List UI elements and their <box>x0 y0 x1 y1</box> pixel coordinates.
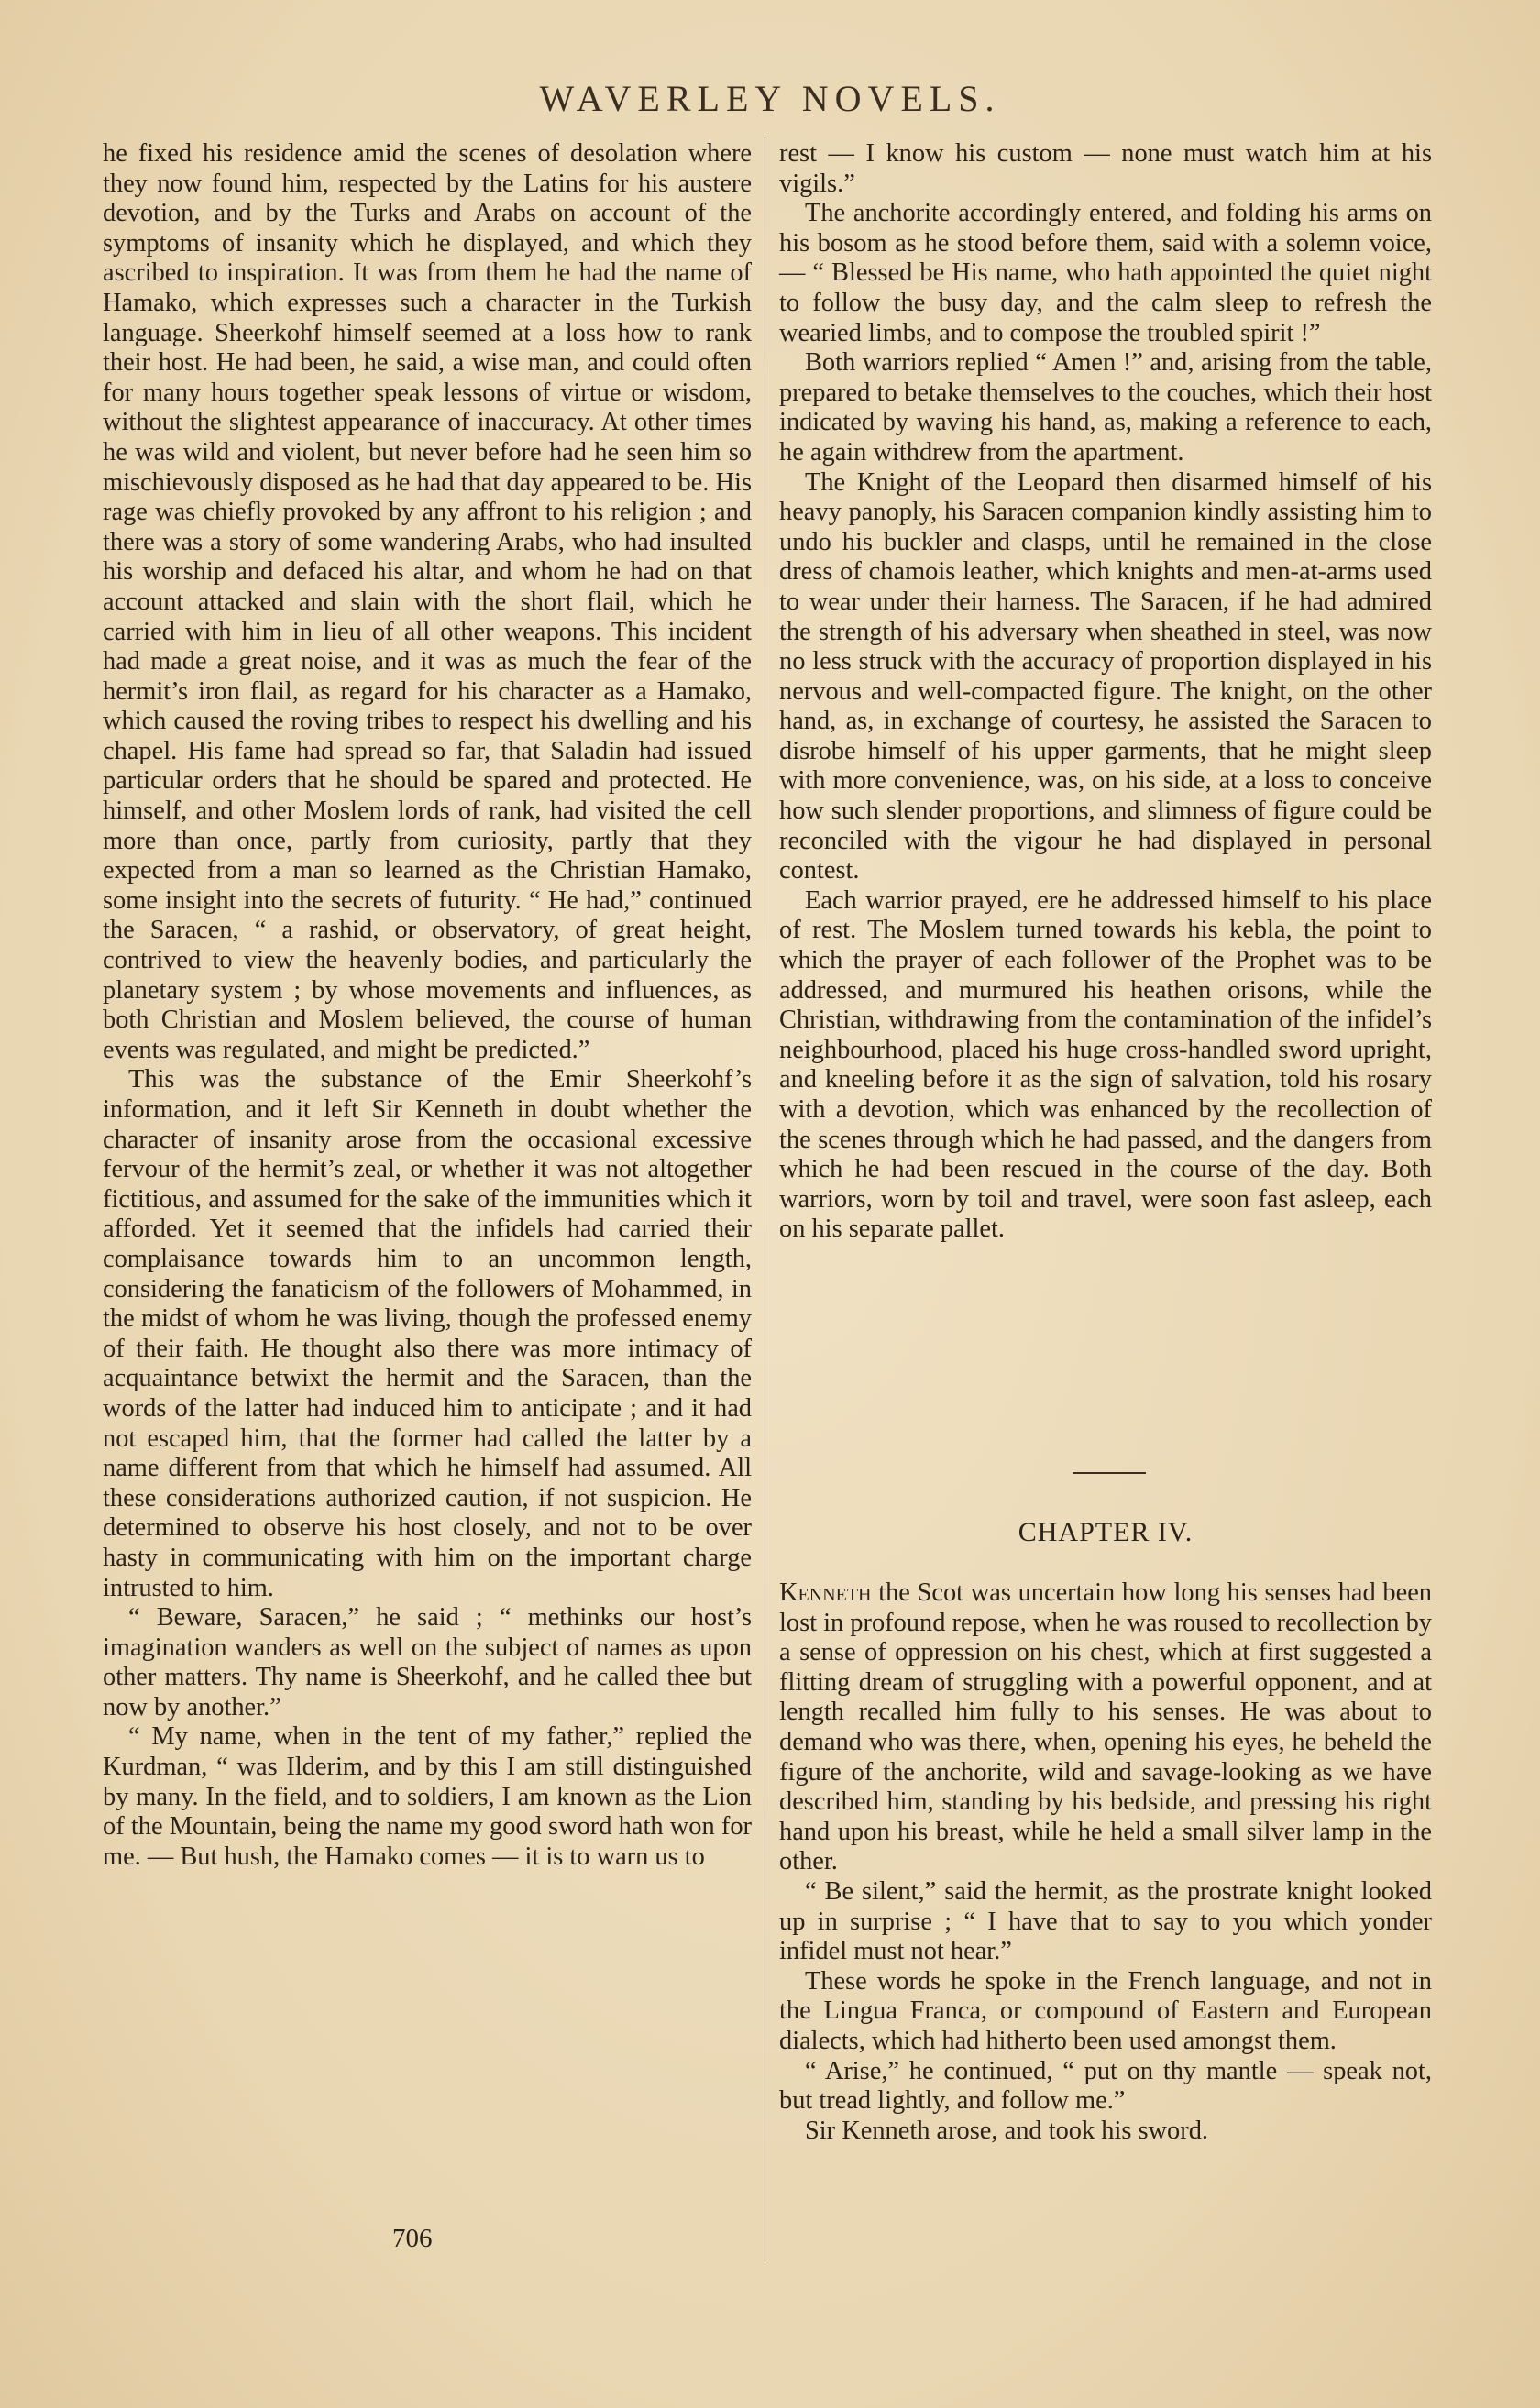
paragraph: rest — I know his custom — none must watch him at his vigils.” <box>779 139 1432 198</box>
section-separator-rule <box>1072 1472 1146 1474</box>
right-column <box>779 139 1432 1245</box>
paragraph: The anchorite accordingly entered, and folding his arms on his bosom as he stood before them, said with a solemn voice, — “ Blessed be His name, who hath appointed the quiet night to follow the busy day, and the calm sleep to refresh the wearied limbs, and to compose the troubled spirit !” <box>779 199 1432 347</box>
paragraph: This was the substance of the Emir Sheerkohf’s information, and it left Sir Kenneth in doubt whether the character of insanity arose from the occasional excessive fervour of the hermit’s zeal, or whether it was not altogether fictitious, and assumed for the sake of the immunities which it afforded. Yet it seemed that the infidels had carried their complaisance towards him to an uncommon length, considering the fanaticism of the followers of Mohammed, in the midst of whom he was living, though the professed enemy of their faith. He thought also there was more intimacy of acquaintance betwixt the hermit and the Saracen, than the words of the latter had induced him to anticipate ; and it had not escaped him, that the former had called the latter by a name different from that which he himself had assumed. All these considerations authorized caution, if not suspicion. He determined to observe his host closely, and not to be over hasty in communicating with him on the important charge intrusted to him. <box>103 1065 752 1602</box>
paragraph: “ Beware, Saracen,” he said ; “ methinks our host’s imagination wanders as well on the subject of names as upon other matters. Thy name is Sheerkohf, and he called thee but now by another.” <box>103 1603 752 1721</box>
paragraph: Sir Kenneth arose, and took his sword. <box>805 2116 1208 2145</box>
paragraph: “ My name, when in the tent of my father,” replied the Kurdman, “ was Ilderim, and by this I am still distinguished by many. In the field, and to soldiers, I am known as the Lion of the Mountain, being the name my good sword hath won for me. — But hush, the Hamako comes — it is to warn us to <box>103 1722 752 1871</box>
chapter-first-word: Kenneth <box>779 1578 872 1607</box>
paragraph: he fixed his residence amid the scenes of desolation where they now found him, respected by the Latins for his austere devotion, and by the Turks and Arabs on account of the symptoms of insanity which he displayed, and which they ascribed to inspiration. It was from them he had the name of Hamako, which expresses such a character in the Turkish language. Sheerkohf himself seemed at a loss how to rank their host. He had been, he said, a wise man, and could often for many hours together speak lessons of virtue or wisdom, without the slightest appearance of inaccuracy. At other times he was wild and violent, but never before had he seen him so mischievously disposed as he had that day appeared to be. His rage was chiefly provoked by any affront to his religion ; and there was a story of some wandering Arabs, who had insulted his worship and defaced his altar, and whom he had on that account attacked and slain with the short flail, which he carried with him in lieu of all other weapons. This incident had made a great noise, and it was as much the fear of the hermit’s iron flail, as regard for his character as a Hamako, which caused the roving tribes to respect his dwelling and his chapel. His fame had spread so far, that Saladin had issued particular orders that he should be spared and protected. He himself, and other Moslem lords of rank, had visited the cell more than once, partly from curiosity, partly that they expected from a man so learned as the Christian Hamako, some insight into the secrets of futurity. “ He had,” continued the Saracen, “ a rashid, or observatory, of great height, contrived to view the heavenly bodies, and particularly the planetary system ; by whose movements and influences, as both Christian and Moslem believed, the course of human events was regulated, and might be predicted.” <box>103 139 752 1064</box>
chapter-heading: CHAPTER IV. <box>1018 1517 1194 1547</box>
paragraph <box>779 1578 1432 1877</box>
paragraph: Both warriors replied “ Amen !” and, arising from the table, prepared to betake themselves to the couches, which their host indicated by waving his hand, as, making a reference to each, he again withdrew from the apartment. <box>779 348 1432 467</box>
left-column <box>103 139 752 1872</box>
paragraph: The Knight of the Leopard then disarmed himself of his heavy panoply, his Saracen companion kindly assisting him to undo his buckler and clasps, until he remained in the close dress of chamois leather, which knights and men-at-arms used to wear under their harness. The Saracen, if he had admired the strength of his adversary when sheathed in steel, was now no less struck with the accuracy of proportion displayed in his nervous and well-compacted figure. The knight, on the other hand, as, in exchange of courtesy, he assisted the Saracen to disrobe himself of his upper garments, that he might sleep with more convenience, was, on his side, at a loss to conceive how such slender proportions, and slimness of figure could be reconciled with the vigour he had displayed in personal contest. <box>779 467 1432 885</box>
paragraph: “ Arise,” he continued, “ put on thy mantle — speak not, but tread lightly, and follow me.” <box>779 2056 1432 2116</box>
running-head: WAVERLEY NOVELS. <box>539 78 1001 119</box>
column-divider <box>764 137 765 2260</box>
paragraph: Each warrior prayed, ere he addressed himself to his place of rest. The Moslem turned towards his kebla, the point to which the prayer of each follower of the Prophet was to be addressed, and murmured his heathen orisons, while the Christian, withdrawing from the contamination of the infidel’s neighbourhood, placed his huge cross-handled sword upright, and kneeling before it as the sign of salvation, told his rosary with a devotion, which was enhanced by the recollection of the scenes through which he had passed, and the dangers from which he had been rescued in the course of the day. Both warriors, worn by toil and travel, were soon fast asleep, each on his separate pallet. <box>779 885 1432 1244</box>
chapter-text <box>779 1578 1432 2146</box>
paragraph-text: the Scot was uncertain how long his senses had been lost in profound repose, when he was roused to recollection by a sense of oppression on his chest, which at first suggested a flitting dream of struggling with a powerful opponent, and at length recalled him fully to his senses. He was about to demand who was there, when, opening his eyes, he beheld the figure of the anchorite, wild and savage-looking as we have described him, standing by his bedside, and pressing his right hand upon his breast, while he held a small silver lamp in the other. <box>779 1578 1432 1876</box>
paragraph: “ Be silent,” said the hermit, as the prostrate knight looked up in surprise ; “ I have that to say to you which yonder infidel must not hear.” <box>779 1876 1432 1966</box>
page-number: 706 <box>392 2224 433 2253</box>
paragraph: These words he spoke in the French language, and not in the Lingua Franca, or compound of Eastern and European dialects, which had hitherto been used amongst them. <box>779 1966 1432 2055</box>
